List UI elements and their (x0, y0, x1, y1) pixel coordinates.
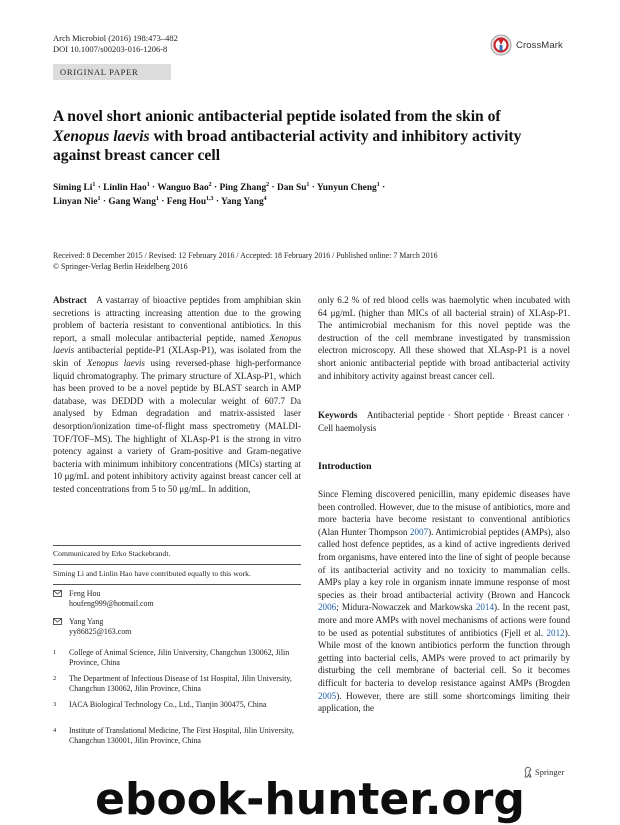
crossmark-label: CrossMark (516, 40, 563, 51)
author[interactable]: Yang Yang$^4$ (221, 195, 267, 207)
date-history: Received: 8 December 2015 / Revised: 12 February 2016 / Accepted: 18 February 2016 / Published online: 7 March 2016 (53, 251, 438, 260)
author[interactable]: Linyan Nie$^1$ (53, 195, 101, 207)
publisher-name: Springer (535, 767, 565, 777)
citation-link[interactable]: 2014 (475, 602, 495, 613)
contact-yang-yang (53, 617, 301, 639)
citation-link[interactable]: 2006 (318, 602, 337, 613)
contact-email[interactable]: yy86825@163.com (69, 627, 132, 637)
citation-link[interactable]: 2007 (409, 526, 429, 537)
equal-contribution-note: Siming Li and Linlin Hao have contributed equally to this work. (53, 569, 251, 578)
footnote-divider (53, 584, 301, 585)
keywords (318, 409, 570, 434)
citation-link[interactable]: 2012 (546, 627, 565, 638)
author[interactable]: Yunyun Cheng$^1$ (316, 181, 380, 193)
publication-dates (53, 250, 573, 272)
author-list (53, 181, 553, 209)
contact-feng-hou (53, 589, 301, 611)
citation-link[interactable]: 2005 (318, 690, 337, 701)
author[interactable]: Wanguo Bao$^2$ (157, 181, 212, 193)
author-line-2: Linyan Nie$^1$ · Gang Wang$^1$ · Feng Hou$^{1,3}$ · Yang Yang$^4$ (53, 195, 267, 207)
introduction-heading: Introduction (318, 461, 372, 472)
paper-type-banner (53, 64, 171, 80)
envelope-icon (53, 618, 62, 625)
communicated-by: Communicated by Erko Stackebrandt. (53, 549, 171, 558)
author[interactable]: Ping Zhang$^2$ (219, 181, 270, 193)
contact-email[interactable]: houfeng999@hotmail.com (69, 599, 154, 609)
contact-name: Yang Yang (69, 617, 104, 626)
keywords-label: Keywords (318, 410, 358, 420)
introduction-body: Since Fleming discovered penicillin, many epidemic diseases have been controlled. However, due to the misuse of antibiotics, more and more bacteria have become resistant to conventional antibiotics (Alan Hunter Thompson 2007). Antimicrobial peptides (AMPs), also called host defence peptides, as a kind of active ingredients derived from organisms, have entered into the line of sight of people because of its antibacterial activity and no toxicity to mammalian cells. AMPs play a key role in organism innate immune response of most species as their broad antibacterial activity (Brown and Hancock 2006; Midura-Nowaczek and Markowska 2014). In the recent past, more and more AMPs with novel mechanisms of actions were found to be used as potential substitutes of antibiotics (Fjell et al. 2012). While most of the known antibiotics perform the function through getting into bacterial cells, AMPs were proved to act primarily by disturbing the cell membrane of bacterial cell. So it becomes difficult for bacteria to develop resistance against AMPs (Brogden 2005). However, there are still some shortcomings limiting their application, the (318, 489, 571, 714)
author-line-1: Siming $Li^1$ · Linlin Hao$^1$ · Wanguo Bao$^2$ · Ping Zhang$^2$ · Dan $Su^1$ · Yunyun Cheng$^1$ · (53, 181, 386, 193)
envelope-icon (53, 590, 62, 597)
abstract-label: Abstract (53, 295, 87, 305)
author[interactable]: Siming Li$^1$ (53, 181, 96, 193)
abstract: Abstract A vastarray of bioactive peptides from amphibian skin secretions is attracting increasing attention due to the growing problem of bacteria resistant to conventional antibiotics. In this report, a small molecular antibacterial peptide, named Xenopus laevis antibacterial peptide-P1 (XLAsp-P1), was isolated from the skin of Xenopus laevis using reversed-phase high-performance liquid chromatography. The primary structure of XLAsp-P1, which has been proved to be a novel peptide by BLAST search in AMP database, was DEDDD with a molecular weight of 607.7 Da analysed by Edman degradation and matrix-assisted laser desorption/ionization time-of-flight mass spectrometry (MALDI-TOF/TOF–MS). The highlight of XLAsp-P1 is the strong in vitro potency against a variety of Gram-positive and Gram-negative bacteria with minimum inhibitory concentrations (MICs) starting at 10 μg/mL and potent inhibitory activity against breast cancer cell at tested concentrations from 5 to 50 μg/mL. In addition, (53, 295, 302, 494)
affiliation-2: 2 The Department of Infectious Disease of 1st Hospital, Jilin University, Changchun 130062, Jilin Province, China (53, 674, 292, 694)
contact-name: Feng Hou (69, 589, 101, 598)
affiliation-1: 1 College of Animal Science, Jilin University, Changchun 130062, Jilin Province, China (53, 648, 290, 668)
doi: DOI 10.1007/s00203-016-1206-8 (53, 44, 168, 54)
watermark-text: ebook-hunter.org (95, 774, 525, 825)
footnote-divider (53, 564, 301, 565)
author[interactable]: Dan Su$^1$ (276, 181, 310, 193)
keywords-text: Antibacterial peptide · Short peptide · Breast cancer · Cell haemolysis (318, 410, 570, 433)
author[interactable]: Feng Hou$^{1,3}$ (166, 195, 214, 207)
title-species: Xenopus laevis (53, 127, 150, 145)
footnote-divider (53, 545, 301, 546)
author[interactable]: Linlin Hao$^1$ (103, 181, 150, 193)
journal-citation: Arch Microbiol (2016) 198:473–482 (53, 33, 178, 43)
affiliation-4: 4 Institute of Translational Medicine, The First Hospital, Jilin University, Changchun 130001, Jilin Province, China (53, 726, 294, 746)
author[interactable]: Gang Wang$^1$ (108, 195, 159, 207)
affiliation-3: 3 IACA Biological Technology Co., Ltd., Tianjin 300475, China (53, 700, 267, 709)
crossmark-icon (490, 34, 512, 56)
abstract-continuation: only 6.2 % of red blood cells was haemolytic when incubated with 64 μg/mL (higher than MICs of all bacterial strain) of XLAsp-P1. The antimicrobial mechanism for this novel peptide was the destruction of the cell membrane investigated by transmission electron microscopy. All these showed that XLAsp-P1 is a novel short anionic antibacterial peptide with broad antibacterial activity and inhibitory activity against breast cancer cell. (318, 295, 570, 381)
paper-type-label: ORIGINAL PAPER (60, 67, 139, 77)
copyright: © Springer-Verlag Berlin Heidelberg 2016 (53, 262, 188, 271)
crossmark-badge[interactable] (490, 32, 568, 60)
article-title: A novel short anionic antibacterial peptide isolated from the skin of Xenopus laevis with broad antibacterial activity and inhibitory activity against breast cancer cell (53, 108, 522, 164)
